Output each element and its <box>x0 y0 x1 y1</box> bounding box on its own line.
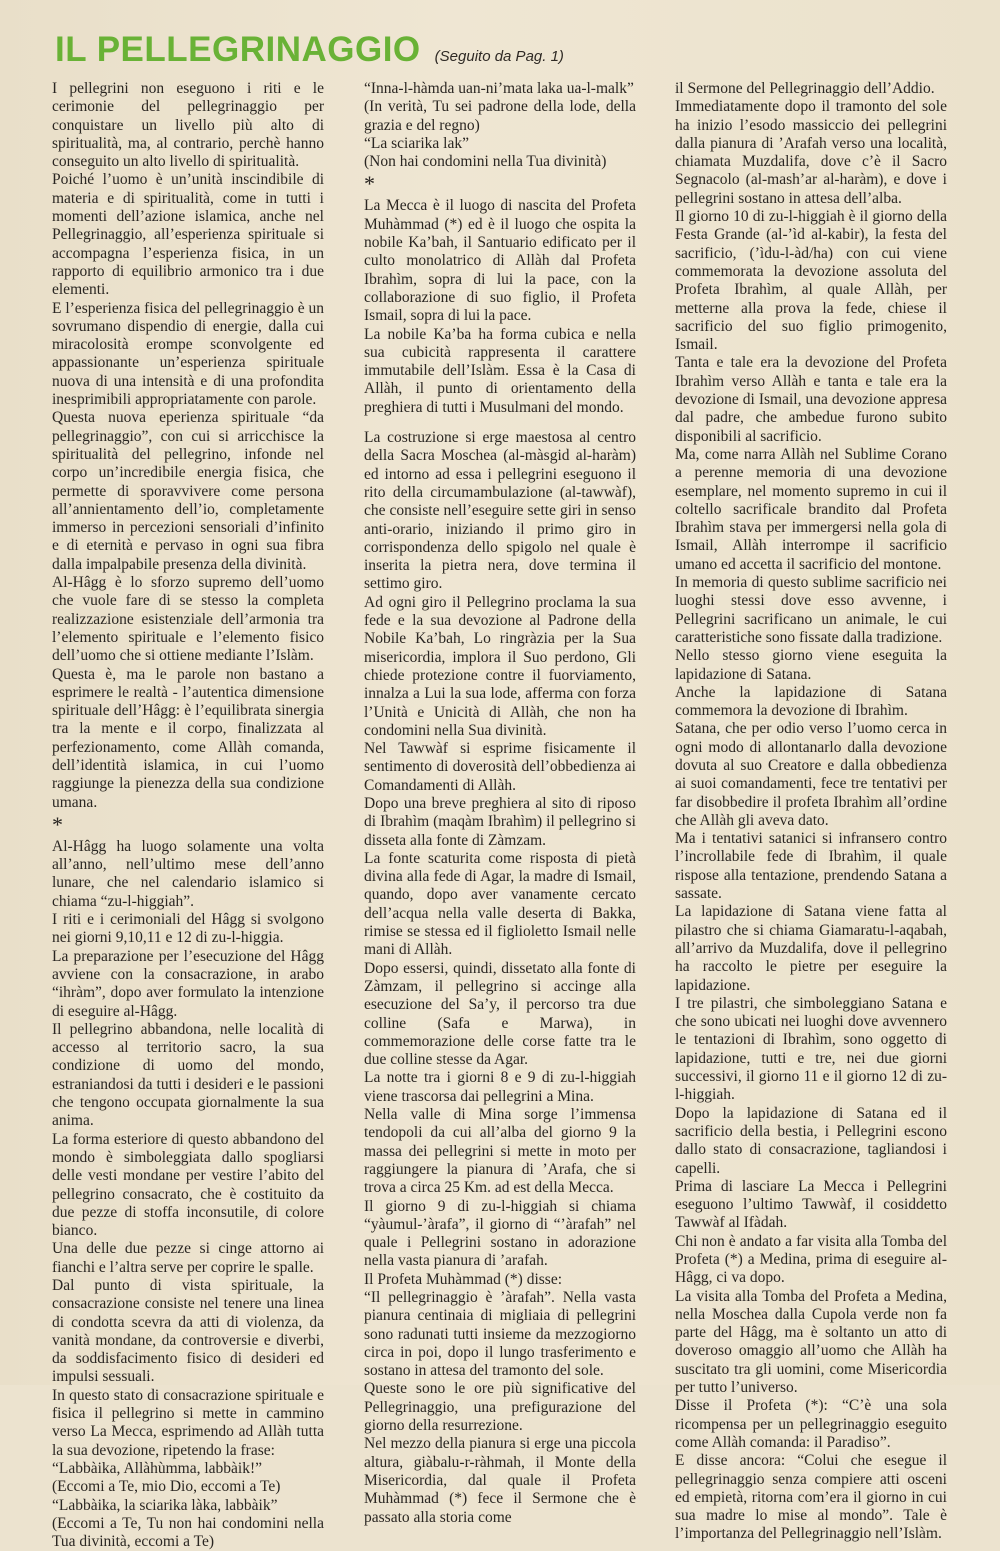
article-paragraph: “Labbàika, la sciarika làka, labbàik” <box>52 1496 278 1514</box>
article-paragraph: Nella valle di Mina sorge l’immensa tendopoli da cui all’alba del giorno 9 la massa dei pellegrini si mette in moto per raggiungere la pianura di ’Arafa, che si trova a circa 25 Km. ad est della Mecca. <box>364 1106 636 1197</box>
article-paragraph: Dopo una breve preghiera al sito di riposo di Ibrahìm (maqàm Ibrahìm) il pellegrino si disseta alla fonte di Zàmzam. <box>364 794 636 849</box>
article-paragraph: La costruzione si erge maestosa al centro della Sacra Moschea (al-màsgid al-haràm) ed intorno ad essa i pellegrini eseguono il rito della circumambulazione (al-tawwàf), che consiste nell’eseguire sette giri in senso anti-orario, iniziando il primo giro in corrispondenza dello spigolo nel quale è inserita la pietra nera, dove termina il settimo giro. <box>364 429 636 593</box>
article-paragraph: Al-Hâgg è lo sforzo supremo dell’uomo che vuole fare di se stesso la completa realizzazione esistenziale dell’armonia tra l’elemento spirituale e l’elemento fisico dell’uomo che si ottiene mediante l’Islàm. <box>52 574 324 665</box>
article-paragraph: Disse il Profeta (*): “C’è una sola ricompensa per un pellegrinaggio eseguito come Allàh comanda: il Paradiso”. <box>675 1397 947 1451</box>
article-paragraph: In questo stato di consacrazione spirituale e fisica il pellegrino si mette in cammino verso La Mecca, esprimendo ad Allàh tutta la sua devozione, ripetendo la frase: <box>52 1386 324 1459</box>
article-title: IL PELLEGRINAGGIO <box>55 30 421 69</box>
article-paragraph: Prima di lasciare La Mecca i Pellegrini eseguono l’ultimo Tawwàf, il cosiddetto Tawwàf al Ifàdah. <box>675 1177 947 1232</box>
article-paragraph: Il giorno 10 di zu-l-higgiah è il giorno della Festa Grande (al-’ìd al-kabir), la festa del sacrificio, (’ìdu-l-àd/ha) con cui viene commemorata la devozione assoluta del Profeta Ibrahìm, al quale Allàh, per metterne alla prova la fede, chiese il sacrificio del suo figlio primogenito, Ismail. <box>675 208 947 354</box>
article-paragraph: Dopo la lapidazione di Satana ed il sacrificio della bestia, i Pellegrini escono dallo stato di consacrazione, tagliandosi i capelli. <box>675 1104 947 1177</box>
article-paragraph: Il pellegrino abbandona, nelle località di accesso al territorio sacro, la sua condizione di uomo del mondo, estraniandosi da tutti i desideri e le passioni che tengono occupata giornalmente la sua anima. <box>52 1020 324 1130</box>
article-paragraph: La fonte scaturita come risposta di pietà divina alla fede di Agar, la madre di Ismail, quando, dopo aver vanamente cercato dell’acqua nella valle deserta di Bakka, rimise se stessa ed il figlioletto Ismail nelle mani di Allàh. <box>364 849 636 959</box>
article-paragraph: La visita alla Tomba del Profeta a Medina, nella Moschea dalla Cupola verde non fa parte del Hâgg, ma è soltanto un atto di doveroso omaggio all’uomo che Allàh ha suscitato tra gli uomini, come Misericordia per tutto l’universo. <box>675 1287 947 1397</box>
article-subtitle: (Seguito da Pag. 1) <box>434 48 564 65</box>
article-paragraph: Il Profeta Muhàmmad (*) disse: <box>364 1270 563 1288</box>
article-paragraph: (Non hai condomini nella Tua divinità) <box>364 153 607 171</box>
article-paragraph: Immediatamente dopo il tramonto del sole ha inizio l’esodo massiccio dei pellegrini dalla pianura di ’Arafah verso una località, chiamata Muzdalifa, dove c’è il Sacro Segnacolo (al-mash’ar al-haràm), e dove i pellegrini sostano in attesa dell’alba. <box>675 98 947 207</box>
article-paragraph: E disse ancora: “Colui che esegue il pellegrinaggio senza compiere atti osceni ed empietà, ritorna com’era il giorno in cui sua madre lo mise al mondo”. Tale è l’importanza del Pellegrinaggio nell’Islàm. <box>675 1452 947 1543</box>
section-separator: * <box>52 811 63 837</box>
article-paragraph: I tre pilastri, che simboleggiano Satana e che sono ubicati nei luoghi dove avvennero le tentazioni di Ibrahìm, sono oggetto di lapidazione, tutti e tre, nei due giorni successivi, il giorno 11 e il giorno 12 di zu-l-higgiah. <box>675 994 947 1104</box>
article-paragraph: I pellegrini non eseguono i riti e le cerimonie del pellegrinaggio per conquistare un livello più alto di spiritualità, ma, al contrario, perchè hanno conseguito un alto livello di spiritualità. <box>52 80 324 171</box>
article-paragraph: Tanta e tale era la devozione del Profeta Ibrahìm verso Allàh e tanta e tale era la devozione di Ismail, una devozione appresa dal padre, che ambedue furono subito disponibili al sacrificio. <box>675 354 947 445</box>
article-paragraph: Queste sono le ore più significative del Pellegrinaggio, una prefigurazione del giorno della resurrezione. <box>364 1380 636 1435</box>
article-paragraph: Questa nuova eperienza spirituale “da pellegrinaggio”, con cui si arricchisce la spiritualità del pellegrino, infonde nel corpo un’incredibile energia fisica, che permette di sporavvivere come persona all’annientamento dell’io, completamente immerso in percezioni sensoriali d’infinito e di eternità e pervaso in ogni sua fibra dalla impalpabile presenza della divinità. <box>52 409 324 573</box>
article-paragraph: Ma i tentativi satanici si infransero contro l’incrollabile fede di Ibrahìm, il quale rispose alla tentazione, prendendo Satana a sassate. <box>675 830 947 903</box>
article-header <box>55 30 960 80</box>
article-paragraph: “Labbàika, Allàhùmma, labbàik!” <box>52 1459 263 1477</box>
text-column-3 <box>675 80 947 1543</box>
article-paragraph: Il giorno 9 di zu-l-higgiah si chiama “yàumul-’àrafa”, il giorno di “’àrafah” nel quale i Pellegrini sostano in adorazione nella vasta pianura di ’arafah. <box>364 1197 636 1270</box>
article-paragraph: (In verità, Tu sei padrone della lode, della grazia e del regno) <box>364 98 636 134</box>
text-column-1 <box>52 80 324 1551</box>
article-paragraph: La notte tra i giorni 8 e 9 di zu-l-higgiah viene trascorsa dai pellegrini a Mina. <box>364 1069 636 1105</box>
article-paragraph: La preparazione per l’esecuzione del Hâgg avviene con la consacrazione, in arabo “ihràm”, dopo aver formulato la intenzione di eseguire al-Hâgg. <box>52 947 324 1020</box>
article-paragraph: (Eccomi a Te, Tu non hai condomini nella Tua divinità, eccomi a Te) <box>52 1514 324 1551</box>
article-paragraph: I riti e i cerimoniali del Hâgg si svolgono nei giorni 9,10,11 e 12 di zu-l-higgia. <box>52 911 324 947</box>
article-paragraph: E l’esperienza fisica del pellegrinaggio è un sovrumano dispendio di energie, dalla cui miracolosità erompe sconvolgente ed appassionante un’esperienza spirituale nuova di una intensità e di una profondita inesprimibili appropriatamente con parole. <box>52 299 324 409</box>
text-column-2 <box>364 80 636 1526</box>
article-paragraph: Una delle due pezze si cinge attorno ai fianchi e l’altra serve per coprire le spalle. <box>52 1240 324 1276</box>
article-paragraph: Questa è, ma le parole non bastano a esprimere le realtà - l’autentica dimensione spirituale dell’Hâgg: è l’equilibrata sinergia tra la mente e il corpo, finalizzata al perfezionamento, come Allàh comanda, dell’identità islamica, in cui l’uomo raggiunge la pienezza della sua condizione umana. <box>52 665 324 811</box>
article-paragraph: Poiché l’uomo è un’unità inscindibile di materia e di spiritualità, come in tutti i momenti dell’azione islamica, anche nel Pellegrinaggio, all’esperienza spirituale si accompagna l’esperienza fisica, in un rapporto di equilibrio armonico tra i due elementi. <box>52 171 324 299</box>
article-paragraph: La Mecca è il luogo di nascita del Profeta Muhàmmad (*) ed è il luogo che ospita la nobile Ka’bah, il Santuario edificato per il culto monolatrico di Allàh dal Profeta Ibrahìm, sopra di lui la pace, con la collaborazione di suo figlio, il Profeta Ismail, sopra di lui la pace. <box>364 197 636 325</box>
article-paragraph: La lapidazione di Satana viene fatta al pilastro che si chiama Giamaratu-l-aqabah, all’arrivo da Muzdalifa, dove il pellegrino ha raccolto le pietre per eseguire la lapidazione. <box>675 903 947 994</box>
article-paragraph: “La sciarika lak” <box>364 134 469 152</box>
article-paragraph: Ad ogni giro il Pellegrino proclama la sua fede e la sua devozione al Padrone della Nobile Ka’bah, Lo ringràzia per la Sua misericordia, implora il Suo perdono, Gli chiede protezione contre il fuorviamento, innalza a Lui la sua lode, afferma con forza l’Unità e Unicità di Allàh, che non ha condomini nella Sua divinità. <box>364 593 636 739</box>
article-paragraph: Ma, come narra Allàh nel Sublime Corano a perenne memoria di una devozione esemplare, nel momento supremo in cui il coltello sacrificale brandito dal Profeta Ibrahìm stava per immergersi nella gola di Ismail, Allàh interrompe il sacrificio umano ed accetta il sacrificio del montone. <box>675 445 947 573</box>
article-paragraph: La nobile Ka’ba ha forma cubica e nella sua cubicità rappresenta il carattere immutabile dell’Islàm. Essa è la Casa di Allàh, il punto di orientamento della preghiera di tutti i Musulmani del mondo. <box>364 325 636 416</box>
article-paragraph: “Inna-l-hàmda uan-ni’mata laka ua-l-malk” <box>364 80 634 97</box>
article-paragraph: La forma esteriore di questo abbandono del mondo è simboleggiata dallo spogliarsi delle vesti mondane per vestire l’abito del pellegrino consacrato, che è costituito da due pezze di stoffa inconsutile, di colore bianco. <box>52 1130 324 1240</box>
article-paragraph: Dal punto di vista spirituale, la consacrazione consiste nel tenere una linea di condotta scevra da atti di violenza, da vanità mondane, da controversie e diverbi, da soddisfacimento fisico di desideri ed impulsi sessuali. <box>52 1277 324 1386</box>
article-paragraph: In memoria di questo sublime sacrificio nei luoghi stessi dove esso avvenne, i Pellegrini sacrificano un animale, le cui caratteristiche sono fissate dalla tradizione. <box>675 574 947 646</box>
article-paragraph: Nello stesso giorno viene eseguita la lapidazione di Satana. <box>675 647 947 683</box>
article-paragraph: Satana, che per odio verso l’uomo cerca in ogni modo di allontanarlo dalla devozione dovuta al suo Creatore e dalla obbedienza ai suoi comandamenti, fece tre tentativi per far disobbedire il profeta Ibrahìm all’ordine che Allàh gli aveva dato. <box>675 720 947 829</box>
article-paragraph: Nel Tawwàf si esprime fisicamente il sentimento di doverosità dell’obbedienza ai Comandamenti di Allàh. <box>364 740 636 794</box>
article-paragraph: il Sermone del Pellegrinaggio dell’Addio. <box>675 80 935 97</box>
article-paragraph: Dopo essersi, quindi, dissetato alla fonte di Zàmzam, il pellegrino si accinge alla esecuzione del Sa’y, il percorso tra due colline (Safa e Marwa), in commemorazione delle corse fatte tra le due colline stesse da Agar. <box>364 959 636 1069</box>
article-paragraph: (Eccomi a Te, mio Dio, eccomi a Te) <box>52 1478 281 1496</box>
article-paragraph: Al-Hâgg ha luogo solamente una volta all’anno, nell’ultimo mese dell’anno lunare, che nel calendario islamico si chiama “zu-l-higgiah”. <box>52 837 324 910</box>
section-separator: * <box>364 171 375 197</box>
article-paragraph: Chi non è andato a far visita alla Tomba del Profeta (*) a Medina, prima di eseguire al-Hâgg, ci va dopo. <box>675 1232 947 1287</box>
article-paragraph: Anche la lapidazione di Satana commemora la devozione di Ibrahìm. <box>675 683 947 720</box>
article-paragraph: “Il pellegrinaggio è ’àrafah”. Nella vasta pianura centinaia di migliaia di pellegrini sono radunati tutti insieme da mezzogiorno circa in poi, dopo il lungo trasferimento e sostano in attesa del tramonto del sole. <box>364 1289 636 1380</box>
article-paragraph: Nel mezzo della pianura si erge una piccola altura, giàbalu-r-ràhmah, il Monte della Misericordia, dal quale il Profeta Muhàmmad (*) fece il Sermone che è passato alla storia come <box>364 1435 636 1526</box>
